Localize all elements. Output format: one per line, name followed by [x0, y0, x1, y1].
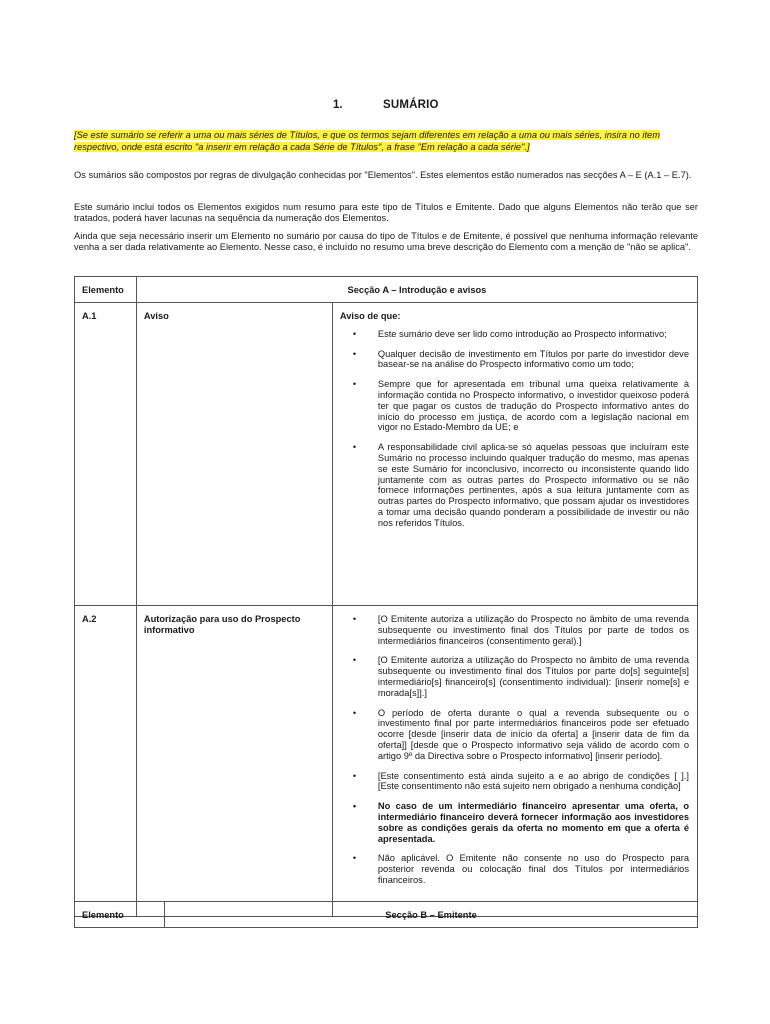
- list-item: • Não aplicável. O Emitente não consente no uso do Prospecto para posterior revenda ou colocação final dos Títulos por intermediários financeiros.: [352, 853, 689, 885]
- section-b-table: [74, 901, 698, 928]
- list-item: • Qualquer decisão de investimento em Títulos por parte do investidor deve basear-se na análise do Prospecto informativo como um todo;: [352, 348, 689, 370]
- bullet-icon: •: [352, 770, 357, 781]
- bullet-list: [333, 606, 697, 886]
- intro-paragraph-3: Ainda que seja necessário inserir um Elemento no sumário por causa do tipo de Títulos e de Emitente, é possível que nenhuma informação relevante venha a ser dada relativamente ao Elemento. Nesse caso, é incluído no resumo uma breve descrição do Elemento com a menção de "não se aplica".: [74, 231, 698, 253]
- section-b-title: Secção B – Emitente: [385, 910, 477, 920]
- element-column-header: Elemento: [82, 910, 124, 920]
- bullet-icon: •: [352, 348, 357, 359]
- list-item: • Este sumário deve ser lido como introdução ao Prospecto informativo;: [352, 328, 667, 339]
- bullet-icon: •: [352, 801, 357, 812]
- bullet-list: [333, 329, 697, 529]
- list-item: • [Este consentimento está ainda sujeito a e ao abrigo de condições [ ].] [Este consentimento não está sujeito nem obrigado a nenhuma condição]: [352, 770, 689, 792]
- heading-title: SUMÁRIO: [383, 99, 439, 111]
- element-id: A.2: [82, 614, 97, 624]
- table-row-a2: [75, 606, 698, 917]
- bullet-icon: •: [352, 328, 357, 339]
- bullet-icon: •: [352, 614, 357, 624]
- list-item: • Sempre que for apresentada em tribunal uma queixa relativamente à informação contida no Prospecto informativo, o investidor queixoso poderá ter que pagar os custos de tradução do Prospecto informativo antes do início do processo em justiça, de acordo com a legislação nacional em vigor no Estado-Membro da UE; e: [352, 379, 689, 433]
- section-a-header-row: [75, 277, 698, 303]
- element-lead: Aviso de que:: [339, 311, 401, 321]
- section-a-table: [74, 276, 698, 917]
- bullet-icon: •: [352, 655, 357, 666]
- intro-paragraph-1: Os sumários são compostos por regras de divulgação conhecidas por "Elementos". Estes elementos estão numerados nas secções A – E (A.1 – E.7).: [74, 170, 692, 180]
- section-a-title: Secção A – Introdução e avisos: [347, 285, 487, 295]
- intro-paragraph-2: Este sumário inclui todos os Elementos exigidos num resumo para este tipo de Títulos e Emitente. Dado que alguns Elementos não terão que ser tratados, poderá haver lacunas na sequência da numeração dos Elementos.: [74, 202, 698, 224]
- highlighted-note-text: [Se este sumário se referir a uma ou mais séries de Títulos, e que os termos sejam diferentes em relação a uma ou mais séries, insira no item respectivo, onde está escrito "a inserir em relação a cada Série de Títulos", a frase "Em relação a cada série".]: [74, 130, 660, 152]
- heading-number: 1.: [333, 99, 343, 111]
- list-item: • A responsabilidade civil aplica-se só aquelas pessoas que incluíram este Sumário no processo incluindo qualquer tradução do mesmo, mas apenas se este Sumário for inconclusivo, incorrecto ou inconsistente quando lido juntamente com as outras partes do Prospecto informativo ou se não fornece informações pertinentes, após a sua leitura juntamente com as outras partes do Prospecto informativo, que possam ajudar os investidores a tomar uma decisão quando ponderam a possibilidade de investir ou não nos referidos Títulos.: [352, 442, 689, 528]
- section-b-header-row: [75, 902, 698, 928]
- element-column-header: Elemento: [82, 285, 124, 295]
- list-item: • No caso de um intermediário financeiro apresentar uma oferta, o intermediário financeiro deverá fornecer informação aos investidores sobre as condições gerais da oferta no momento em que a oferta é apresentada.: [352, 801, 689, 844]
- table-row-a1: [75, 303, 698, 606]
- bullet-icon: •: [352, 379, 357, 390]
- bullet-icon: •: [352, 853, 357, 864]
- list-item: • [O Emitente autoriza a utilização do Prospecto no âmbito de uma revenda subsequente ou investimento final dos Títulos por parte do[s] seguinte[s] intermediário[s] financeiro[s] (consentimento individual): [inserir nome[s] e morada[s]].]: [352, 655, 689, 698]
- list-item: • O período de oferta durante o qual a revenda subsequente ou o investimento final por parte intermediários financeiros pode ser efetuado ocorre [desde [inserir data de início da oferta] a [inserir data de fim da oferta]] [desde que o Prospecto informativo seja válido de acordo com o artigo 9º da Directiva sobre o Prospecto informativo] [inserir período].: [352, 707, 689, 761]
- list-item: • [O Emitente autoriza a utilização do Prospecto no âmbito de uma revenda subsequente ou investimento final dos Títulos por parte de todos os intermediários financeiros (consentimento geral).]: [352, 614, 689, 646]
- element-name: Aviso: [143, 311, 169, 321]
- bullet-icon: •: [352, 707, 357, 718]
- bullet-icon: •: [352, 442, 357, 453]
- element-name: Autorização para uso do Prospecto informativo: [143, 614, 301, 635]
- editorial-note: [74, 130, 698, 153]
- element-id: A.1: [82, 311, 97, 321]
